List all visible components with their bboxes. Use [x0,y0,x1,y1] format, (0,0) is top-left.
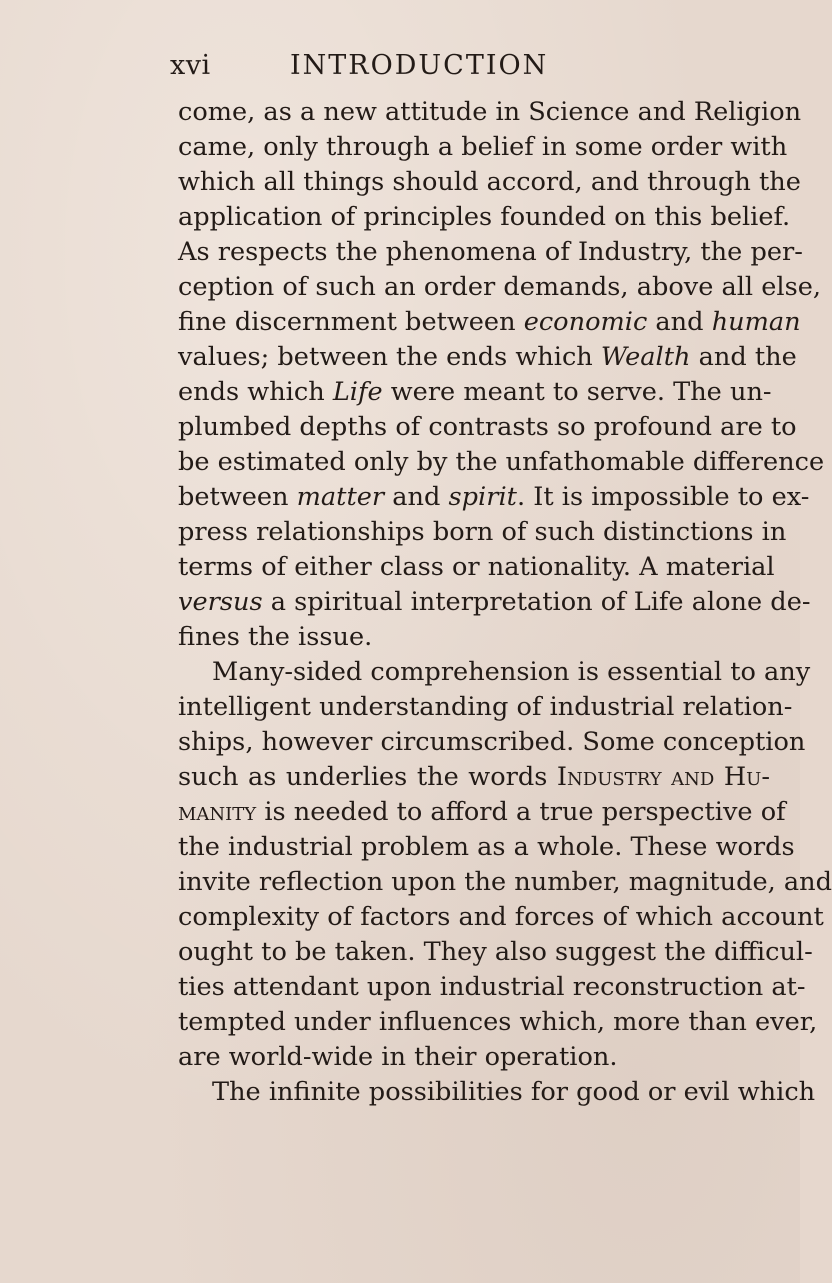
text-line: be estimated only by the unfathomable difference [178,447,825,477]
text-line: ception of such an order demands, above all else, [178,272,822,302]
italic-term: spirit [448,482,517,512]
page-number: xvi [170,50,211,81]
small-caps-term: Industry and Hu- [556,762,770,792]
text-line: As respects the phenomena of Industry, the per- [178,237,803,267]
text-line: complexity of factors and forces of which account [178,902,824,932]
text-line: application of principles founded on this belief. [178,202,791,232]
text-line: intelligent understanding of industrial relation- [178,692,793,722]
italic-term: matter [296,482,385,512]
text-line: ships, however circumscribed. Some conception [178,727,806,757]
text-line: between matter and spirit. It is impossible to ex- [178,482,810,512]
text-line: come, as a new attitude in Science and Religion [178,97,802,127]
text-line: terms of either class or nationality. A material [178,552,775,582]
text-line: Many-sided comprehension is essential to any [212,657,811,687]
text-line: came, only through a belief in some order with [178,132,788,162]
text-line: invite reflection upon the number, magnitude, and [178,867,832,897]
italic-term: human [711,307,801,337]
small-caps-term: manity [178,797,257,827]
text-line: values; between the ends which Wealth and the [178,342,797,372]
italic-term: versus [178,587,263,617]
text-line: tempted under influences which, more than ever, [178,1007,818,1037]
text-line: fines the issue. [178,622,373,652]
text-line: ties attendant upon industrial reconstruction at- [178,972,806,1002]
text-line: ends which Life were meant to serve. The un- [178,377,772,407]
text-line: are world-wide in their operation. [178,1042,618,1072]
text-line: fine discernment between economic and human [178,307,801,337]
italic-term: Wealth [600,342,691,372]
text-line: press relationships born of such distinctions in [178,517,787,547]
running-head [170,50,750,90]
running-title: INTRODUCTION [290,50,549,81]
body-text [178,95,832,1110]
text-line: such as underlies the words Industry and Hu- [178,762,770,792]
italic-term: economic [523,307,648,337]
text-line: ought to be taken. They also suggest the difficul- [178,937,813,967]
text-line: the industrial problem as a whole. These words [178,832,795,862]
text-line: plumbed depths of contrasts so profound are to [178,412,797,442]
italic-term: Life [332,377,383,407]
text-line: The infinite possibilities for good or evil which [212,1077,816,1107]
text-line: manity is needed to afford a true perspective of [178,797,786,827]
text-line: versus a spiritual interpretation of Life alone de- [178,587,811,617]
text-line: which all things should accord, and through the [178,167,801,197]
